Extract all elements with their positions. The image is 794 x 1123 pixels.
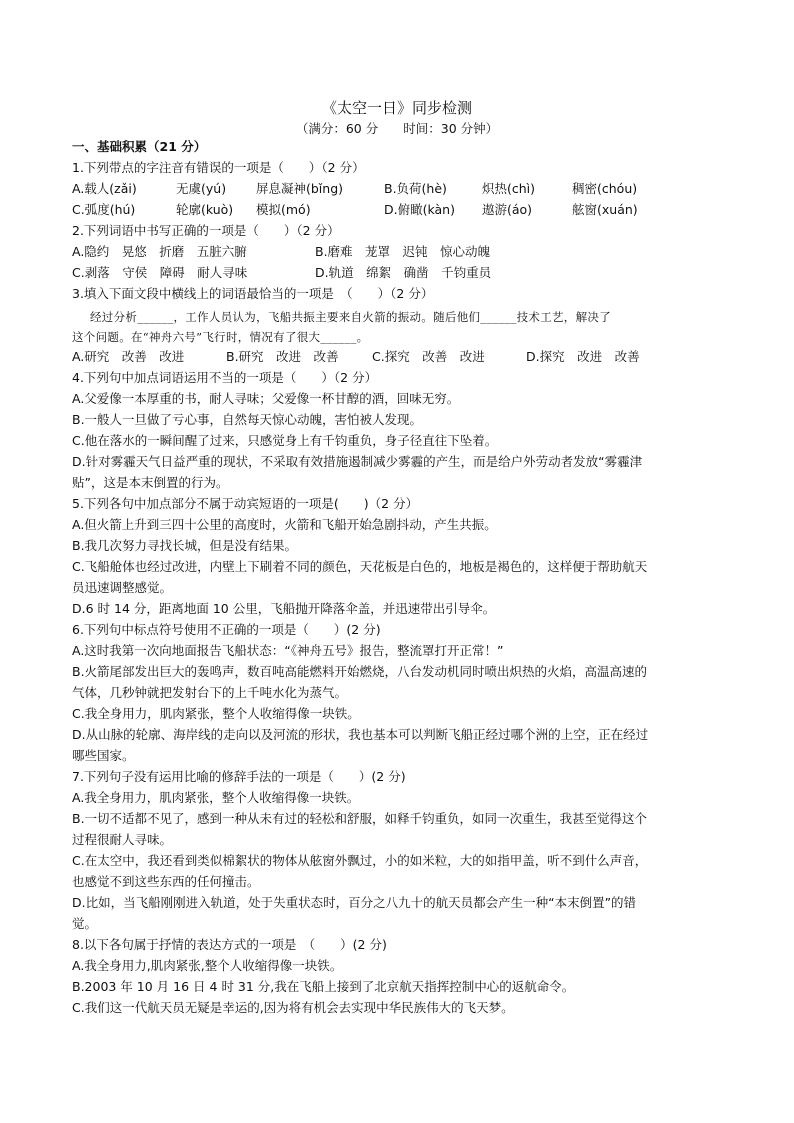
- question-stem: 2.下列词语中书写正确的一项是（ ）（2 分）: [72, 223, 340, 238]
- option: C.我们这一代航天员无疑是幸运的,因为将有机会去实现中华民族伟大的飞天梦。: [72, 1000, 514, 1015]
- option: B.负荷(hè): [384, 181, 447, 196]
- options-row: [72, 347, 732, 367]
- option: B.一般人一旦做了亏心事，自然每天惊心动魄，害怕被人发现。: [72, 412, 423, 427]
- option-continued: 贴”，这是本末倒置的行为。: [72, 475, 229, 490]
- option: 遨游(áo): [482, 202, 533, 217]
- option: D.从山脉的轮廓、海岸线的走向以及河流的形状，我也基本可以判断飞船正经过哪个洲的上空，正在经过: [72, 727, 649, 742]
- option-continued: 气体，几秒钟就把发射台下的上千吨水化为蒸气。: [72, 685, 348, 700]
- question-stem: 7.下列句子没有运用比喻的修辞手法的一项是（ ）(2 分): [72, 769, 406, 784]
- option: B.研究 改进 改善: [226, 349, 339, 364]
- option: D.针对雾霾天气日益严重的现状，不采取有效措施遏制减少雾霾的产生，而是给户外劳动者发放“雾霾津: [72, 454, 643, 469]
- options-row: [72, 179, 732, 199]
- option: D.轨道 绵絮 确凿 千钧重员: [315, 265, 492, 280]
- option: 无虞(yú): [176, 181, 227, 196]
- option: C.在太空中，我还看到类似棉絮状的物体从舷窗外飘过，小的如米粒，大的如指甲盖，听不到什么声音，: [72, 853, 648, 868]
- option-continued: 过程很耐人寻味。: [72, 832, 173, 847]
- option: D.俯瞰(kàn): [384, 202, 455, 217]
- option: A.隐约 晃悠 折磨 五脏六腑: [72, 244, 247, 259]
- option: A.研究 改善 改进: [72, 349, 185, 364]
- option: D.比如，当飞船刚刚进入轨道，处于失重状态时，百分之八九十的航天员都会产生一种“本末倒置”的错: [72, 895, 637, 910]
- option: 舷窗(xuán): [572, 202, 638, 217]
- option: 炽热(chì): [482, 181, 536, 196]
- option: A.载人(zǎi): [72, 181, 137, 196]
- option: D.探究 改进 改善: [526, 349, 640, 364]
- option: 轮廓(kuò): [176, 202, 234, 217]
- option: C.我全身用力，肌肉紧张，整个人收缩得像一块铁。: [72, 706, 360, 721]
- options-row: [72, 242, 732, 262]
- option: C.他在落水的一瞬间醒了过来，只感觉身上有千钧重负，身子径直往下坠着。: [72, 433, 498, 448]
- options-row: [72, 200, 732, 220]
- option: B.火箭尾部发出巨大的轰鸣声，数百吨高能燃料开始燃烧，八台发动机同时喷出炽热的火焰，高温高速的: [72, 664, 648, 679]
- option: 模拟(mó): [256, 202, 311, 217]
- question-stem: 6.下列句中标点符号使用不正确的一项是（ ）(2 分): [72, 622, 381, 637]
- option: C.剥落 守侯 障碍 耐人寻味: [72, 265, 248, 280]
- option: A.这时我第一次向地面报告飞船状态：“《神舟五号》报告，整流罩打开正常！”: [72, 643, 504, 658]
- option: B.2003 年 10 月 16 日 4 时 31 分,我在飞船上接到了北京航天指挥控制中心的返航命令。: [72, 979, 575, 994]
- option: 稠密(chóu): [572, 181, 638, 196]
- option: C.弧度(hú): [72, 202, 136, 217]
- option: A.我全身用力，肌肉紧张，整个人收缩得像一块铁。: [72, 790, 360, 805]
- option: A.我全身用力,肌肉紧张,整个人收缩得像一块铁。: [72, 958, 343, 973]
- option: A.但火箭上升到三四十公里的高度时，火箭和飞船开始急剧抖动，产生共振。: [72, 517, 497, 532]
- question-stem: 3.填入下面文段中横线上的词语最恰当的一项是 （ ）（2 分）: [72, 286, 434, 301]
- option: C.探究 改善 改进: [372, 349, 485, 364]
- option-continued: 员迅速调整感觉。: [72, 580, 173, 595]
- question-stem: 5.下列各句中加点部分不属于动宾短语的一项是( )（2 分）: [72, 496, 419, 511]
- option: D.6 时 14 分，距离地面 10 公里，飞船抛开降落伞盖，并迅速带出引导伞。: [72, 601, 496, 616]
- option: A.父爱像一本厚重的书，耐人寻味；父爱像一杯甘醇的酒，回味无穷。: [72, 391, 460, 406]
- option: B.磨难 茏罩 迟钝 惊心动魄: [315, 244, 491, 259]
- option-continued: 也感觉不到这些东西的任何撞击。: [72, 874, 260, 889]
- option-continued: 觉。: [72, 916, 98, 931]
- passage-text: 这个问题。在“神舟六号”飞行时，情况有了很大______。: [72, 330, 369, 344]
- question-stem: 1.下列带点的字注音有错误的一项是（ ）（2 分）: [72, 160, 365, 175]
- option: B.一切不适都不见了，感到一种从未有过的轻松和舒服，如释千钧重负，如同一次重生，我甚至觉得这个: [72, 811, 648, 826]
- option: 屏息凝神(bǐng): [256, 181, 344, 196]
- section-heading: 一、基础积累（21 分）: [72, 139, 207, 154]
- option: C.飞船舱体也经过改进，内壁上下刷着不同的颜色，天花板是白色的，地板是褐色的，这样便于帮助航天: [72, 559, 648, 574]
- question-stem: 4.下列句中加点词语运用不当的一项是（ ）（2 分）: [72, 370, 378, 385]
- options-row: [72, 263, 732, 283]
- option-continued: 哪些国家。: [72, 748, 135, 763]
- passage-text: 经过分析______，工作人员认为，飞船共振主要来自火箭的振动。随后他们______技术工艺，解决了: [90, 310, 611, 324]
- page-title: 《太空一日》同步检测: [321, 99, 472, 117]
- option: B.我几次努力寻找长城，但是没有结果。: [72, 538, 298, 553]
- exam-info: （满分：60 分 时间：30 分钟）: [295, 121, 499, 136]
- question-stem: 8.以下各句属于抒情的表达方式的一项是 （ ）(2 分): [72, 937, 387, 952]
